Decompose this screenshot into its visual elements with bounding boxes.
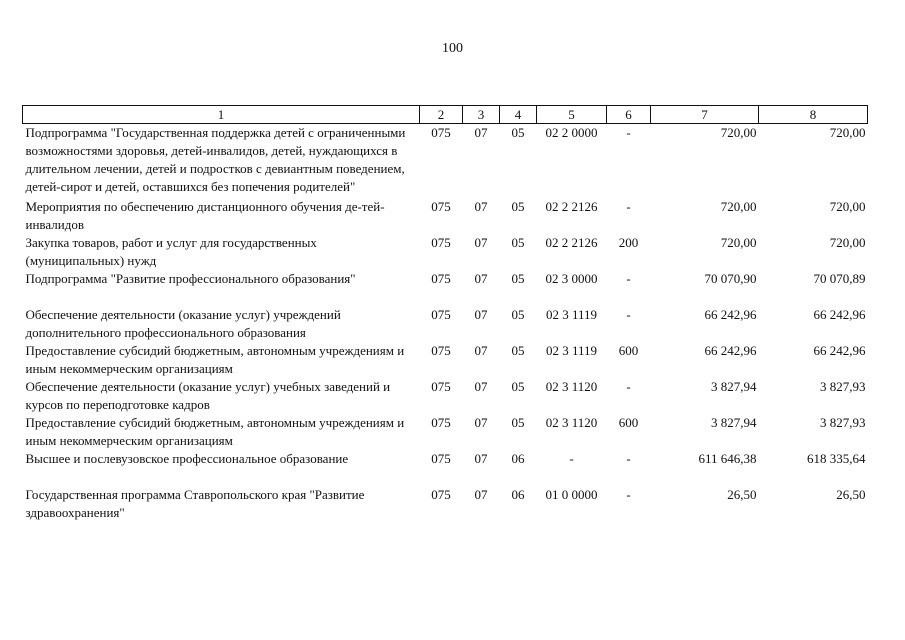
- cell-c3: 07: [474, 415, 488, 430]
- cell-c7: 3 827,94: [711, 415, 757, 430]
- cell-c2: 075: [431, 379, 451, 394]
- cell-c7: 66 242,96: [704, 343, 757, 358]
- cell-c8: 66 242,96: [813, 307, 866, 322]
- cell-c5: 02 3 1120: [545, 379, 598, 394]
- cell-c8: 720,00: [829, 125, 866, 140]
- col-header-1: 1: [23, 106, 420, 124]
- table-row: [23, 124, 868, 199]
- cell-c3: 07: [474, 379, 488, 394]
- cell-c7: 720,00: [720, 125, 757, 140]
- cell-c7: 66 242,96: [704, 307, 757, 322]
- cell-c2: 075: [431, 271, 451, 286]
- table-row: [23, 306, 868, 342]
- row-name: Подпрограмма "Государственная поддержка детей с ограниченными возможностями здоровья, детей-инвалидов, детей, нуждающихся в длительном лечении, детей и подростков с девиантным поведением, детей-сирот и детей, оставшихся без попечения родителей": [25, 125, 406, 194]
- row-name: Высшее и послевузовское профессиональное образование: [25, 451, 349, 466]
- cell-c8: 66 242,96: [813, 343, 866, 358]
- row-name: Обеспечение деятельности (оказание услуг) учреждений дополнительного профессионального образования: [25, 307, 341, 340]
- cell-c8: 3 827,93: [820, 379, 866, 394]
- cell-c4: 05: [511, 379, 525, 394]
- col-header-8: 8: [759, 106, 868, 124]
- table-row: [23, 450, 868, 486]
- row-name: Обеспечение деятельности (оказание услуг) учебных заведений и курсов по переподготовке кадров: [25, 379, 391, 412]
- cell-c6: -: [626, 487, 631, 502]
- cell-c2: 075: [431, 487, 451, 502]
- cell-c6: 600: [618, 415, 639, 430]
- cell-c3: 07: [474, 125, 488, 140]
- cell-c8: 26,50: [836, 487, 866, 502]
- cell-c8: 70 070,89: [813, 271, 866, 286]
- cell-c3: 07: [474, 343, 488, 358]
- cell-c2: 075: [431, 125, 451, 140]
- table-row: [23, 198, 868, 234]
- cell-c8: 720,00: [829, 199, 866, 214]
- table-row: [23, 270, 868, 306]
- cell-c2: 075: [431, 307, 451, 322]
- cell-c4: 05: [511, 343, 525, 358]
- cell-c7: 3 827,94: [711, 379, 757, 394]
- cell-c5: 02 3 0000: [545, 271, 598, 286]
- cell-c4: 06: [511, 451, 525, 466]
- cell-c4: 05: [511, 199, 525, 214]
- cell-c7: 611 646,38: [698, 451, 757, 466]
- cell-c8: 720,00: [829, 235, 866, 250]
- col-header-7: 7: [651, 106, 759, 124]
- cell-c6: -: [626, 307, 631, 322]
- cell-c3: 07: [474, 271, 488, 286]
- cell-c5: 02 3 1119: [545, 343, 598, 358]
- table-header-row: [23, 106, 868, 124]
- cell-c2: 075: [431, 343, 451, 358]
- cell-c6: 600: [618, 343, 639, 358]
- page-number: 100: [442, 41, 463, 56]
- table-row: [23, 486, 868, 522]
- cell-c6: -: [626, 451, 631, 466]
- cell-c4: 05: [511, 125, 525, 140]
- cell-c6: -: [626, 271, 631, 286]
- cell-c8: 3 827,93: [820, 415, 866, 430]
- cell-c2: 075: [431, 415, 451, 430]
- row-name: Государственная программа Ставропольского края "Развитие здравоохранения": [25, 487, 365, 520]
- cell-c5: 02 3 1120: [545, 415, 598, 430]
- cell-c2: 075: [431, 451, 451, 466]
- cell-c7: 720,00: [720, 235, 757, 250]
- row-name: Предоставление субсидий бюджетным, автономным учреждениям и иным некоммерческим организациям: [25, 415, 405, 448]
- cell-c7: 26,50: [727, 487, 757, 502]
- cell-c5: 02 2 2126: [545, 199, 598, 214]
- cell-c6: 200: [618, 235, 639, 250]
- col-header-2: 2: [420, 106, 463, 124]
- cell-c3: 07: [474, 199, 488, 214]
- cell-c2: 075: [431, 235, 451, 250]
- table-row: [23, 234, 868, 270]
- row-name: Закупка товаров, работ и услуг для государственных (муниципальных) нужд: [25, 235, 317, 268]
- row-name: Предоставление субсидий бюджетным, автономным учреждениям и иным некоммерческим организациям: [25, 343, 405, 376]
- col-header-6: 6: [607, 106, 651, 124]
- cell-c5: 02 3 1119: [545, 307, 598, 322]
- cell-c7: 70 070,90: [704, 271, 757, 286]
- cell-c5: 02 2 2126: [545, 235, 598, 250]
- cell-c4: 05: [511, 307, 525, 322]
- budget-table: [22, 105, 868, 522]
- cell-c4: 06: [511, 487, 525, 502]
- cell-c3: 07: [474, 487, 488, 502]
- row-name: Мероприятия по обеспечению дистанционного обучения де-тей-инвалидов: [25, 199, 385, 232]
- cell-c5: 02 2 0000: [545, 125, 598, 140]
- cell-c3: 07: [474, 235, 488, 250]
- cell-c5: -: [569, 451, 574, 466]
- cell-c3: 07: [474, 307, 488, 322]
- cell-c6: -: [626, 199, 631, 214]
- col-header-4: 4: [500, 106, 537, 124]
- table-row: [23, 378, 868, 414]
- cell-c5: 01 0 0000: [545, 487, 598, 502]
- col-header-5: 5: [537, 106, 607, 124]
- table-row: [23, 342, 868, 378]
- row-name: Подпрограмма "Развитие профессионального образования": [25, 271, 356, 286]
- cell-c8: 618 335,64: [807, 451, 866, 466]
- cell-c4: 05: [511, 415, 525, 430]
- cell-c7: 720,00: [720, 199, 757, 214]
- cell-c2: 075: [431, 199, 451, 214]
- col-header-3: 3: [463, 106, 500, 124]
- cell-c6: -: [626, 125, 631, 140]
- cell-c6: -: [626, 379, 631, 394]
- cell-c3: 07: [474, 451, 488, 466]
- cell-c4: 05: [511, 235, 525, 250]
- table-row: [23, 414, 868, 450]
- cell-c4: 05: [511, 271, 525, 286]
